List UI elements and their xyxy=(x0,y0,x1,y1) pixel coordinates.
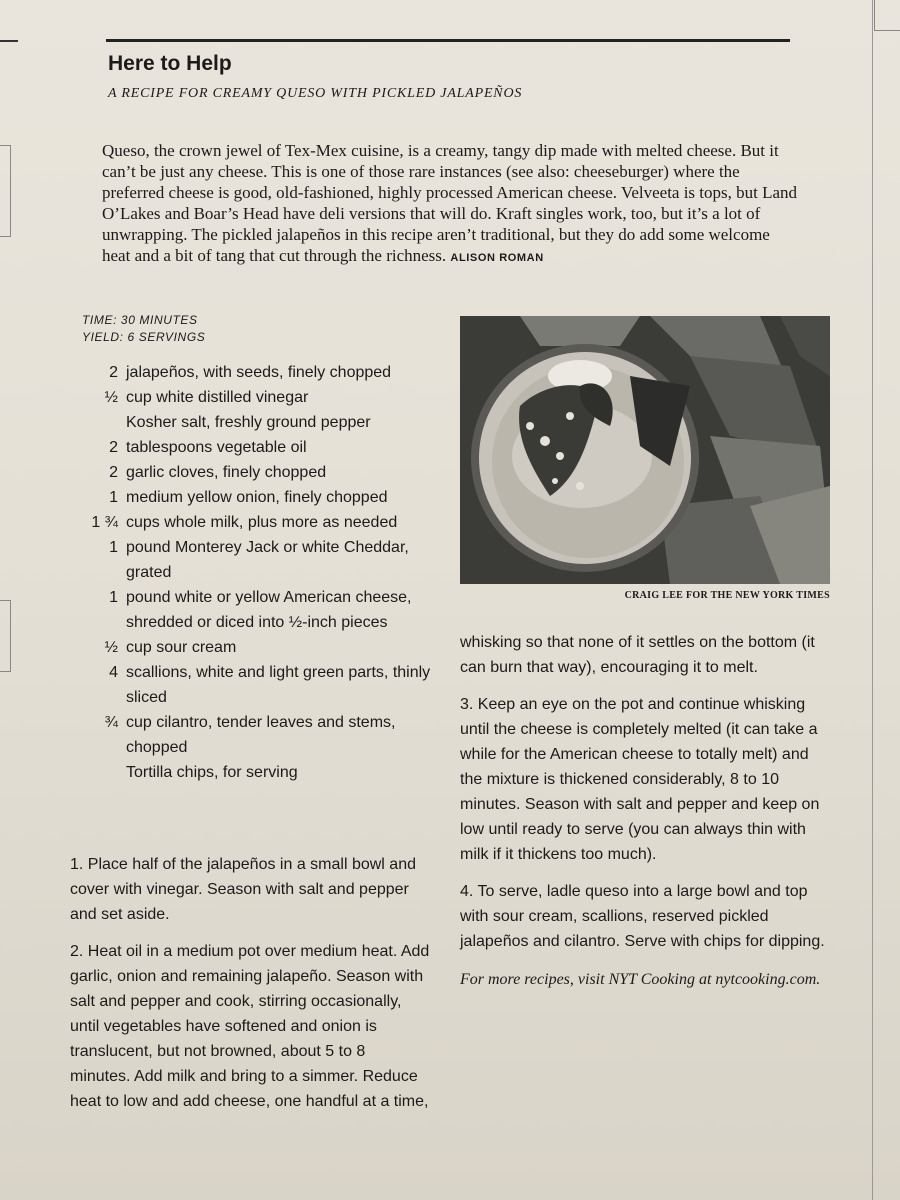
recipe-yield: YIELD: 6 SERVINGS xyxy=(82,330,206,344)
ingredient-list xyxy=(70,360,440,785)
adjacent-column-box xyxy=(0,145,11,237)
queso-photo xyxy=(460,316,830,584)
ingredient-quantity: 1 ¾ xyxy=(91,514,118,531)
ingredient-item xyxy=(70,360,440,385)
ingredient-quantity xyxy=(70,760,126,785)
ingredient-quantity: 2 xyxy=(109,439,118,456)
ingredient-item xyxy=(70,485,440,510)
ingredient-quantity: ¾ xyxy=(104,714,118,731)
photo-credit: CRAIG LEE FOR THE NEW YORK TIMES xyxy=(624,590,830,601)
ingredient-text: cups whole milk, plus more as needed xyxy=(126,514,398,531)
ingredient-text: cup white distilled vinegar xyxy=(126,389,309,406)
ingredient-quantity: 2 xyxy=(109,364,118,381)
ingredient-item xyxy=(70,410,440,435)
ingredient-quantity: 1 xyxy=(109,539,118,556)
section-top-rule xyxy=(106,39,790,42)
ingredient-quantity: 1 xyxy=(109,589,118,606)
ingredient-quantity: ½ xyxy=(104,639,118,656)
footer-note: For more recipes, visit NYT Cooking at nytcooking.com. xyxy=(460,971,821,988)
ingredient-item xyxy=(70,660,440,710)
ingredient-quantity xyxy=(70,410,126,435)
ingredient-text: scallions, white and light green parts, thinly sliced xyxy=(126,664,431,706)
ingredient-quantity: 2 xyxy=(109,464,118,481)
steps-column-left xyxy=(70,852,430,1126)
ingredient-text: tablespoons vegetable oil xyxy=(126,439,307,456)
intro-paragraph xyxy=(102,140,802,269)
subheadline: A RECIPE FOR CREAMY QUESO WITH PICKLED JALAPEÑOS xyxy=(108,86,523,101)
ingredient-text: cup sour cream xyxy=(126,639,237,656)
ingredient-item xyxy=(70,385,440,410)
adjacent-column-rule xyxy=(0,40,18,42)
ingredient-item xyxy=(70,460,440,485)
ingredient-text: pound Monterey Jack or white Cheddar, grated xyxy=(126,539,409,581)
ingredient-text: Tortilla chips, for serving xyxy=(126,764,298,781)
ingredient-quantity: 1 xyxy=(109,489,118,506)
ingredient-text: Kosher salt, freshly ground pepper xyxy=(126,414,371,431)
adjacent-column-box xyxy=(874,0,900,31)
ingredient-item xyxy=(70,510,440,535)
step-3: 3. Keep an eye on the pot and continue whisking until the cheese is completely melted (it can take a while for the American cheese to totally melt) and the mixture is thickened considerably, 8 to 10 minutes. Season with salt and pepper and keep on low until ready to serve (you can always thin with milk if it thickens too much). xyxy=(460,696,820,863)
byline: ALISON ROMAN xyxy=(450,252,544,264)
ingredient-item xyxy=(70,760,440,785)
ingredient-quantity: 4 xyxy=(109,664,118,681)
ingredient-item xyxy=(70,635,440,660)
ingredient-item xyxy=(70,710,440,760)
step-4: 4. To serve, ladle queso into a large bowl and top with sour cream, scallions, reserved pickled jalapeños and cilantro. Serve with chips for dipping. xyxy=(460,883,825,950)
step-2: 2. Heat oil in a medium pot over medium heat. Add garlic, onion and remaining jalapeño. Season with salt and pepper and cook, stirring occasionally, until vegetables have softened and onion is translucent, but not browned, about 5 to 8 minutes. Add milk and bring to a simmer. Reduce heat to low and add cheese, one handful at a time, xyxy=(70,943,430,1110)
intro-text: Queso, the crown jewel of Tex-Mex cuisine, is a creamy, tangy dip made with melted cheese. But it can’t be just any cheese. This is one of those rare instances (see also: cheeseburger) where the preferred cheese is good, old-fashioned, highly processed American cheese. Velveeta is tops, but Land O’Lakes and Boar’s Head have deli versions that will do. Kraft singles work, too, but it’s a lot of unwrapping. The pickled jalapeños in this recipe aren’t traditional, but they do add some welcome heat and a bit of tang that cut through the richness. xyxy=(102,141,798,265)
ingredient-text: pound white or yellow American cheese, shredded or diced into ½-inch pieces xyxy=(126,589,412,631)
ingredient-text: medium yellow onion, finely chopped xyxy=(126,489,388,506)
ingredient-text: cup cilantro, tender leaves and stems, chopped xyxy=(126,714,396,756)
ingredient-item xyxy=(70,435,440,460)
recipe-time: TIME: 30 MINUTES xyxy=(82,313,198,327)
step-1: 1. Place half of the jalapeños in a small bowl and cover with vinegar. Season with salt and pepper and set aside. xyxy=(70,856,416,923)
ingredient-text: jalapeños, with seeds, finely chopped xyxy=(126,364,392,381)
step-2-continued: whisking so that none of it settles on the bottom (it can burn that way), encouraging it to melt. xyxy=(460,634,815,676)
queso-photo-illustration xyxy=(460,316,830,584)
ingredient-text: garlic cloves, finely chopped xyxy=(126,464,327,481)
ingredient-item xyxy=(70,535,440,585)
ingredient-item xyxy=(70,585,440,635)
recipe-meta xyxy=(82,312,205,346)
steps-column-right xyxy=(460,630,830,1008)
ingredient-quantity: ½ xyxy=(104,389,118,406)
headline: Here to Help xyxy=(108,52,232,75)
adjacent-column-box xyxy=(0,600,11,672)
adjacent-column-rule xyxy=(872,0,873,1200)
